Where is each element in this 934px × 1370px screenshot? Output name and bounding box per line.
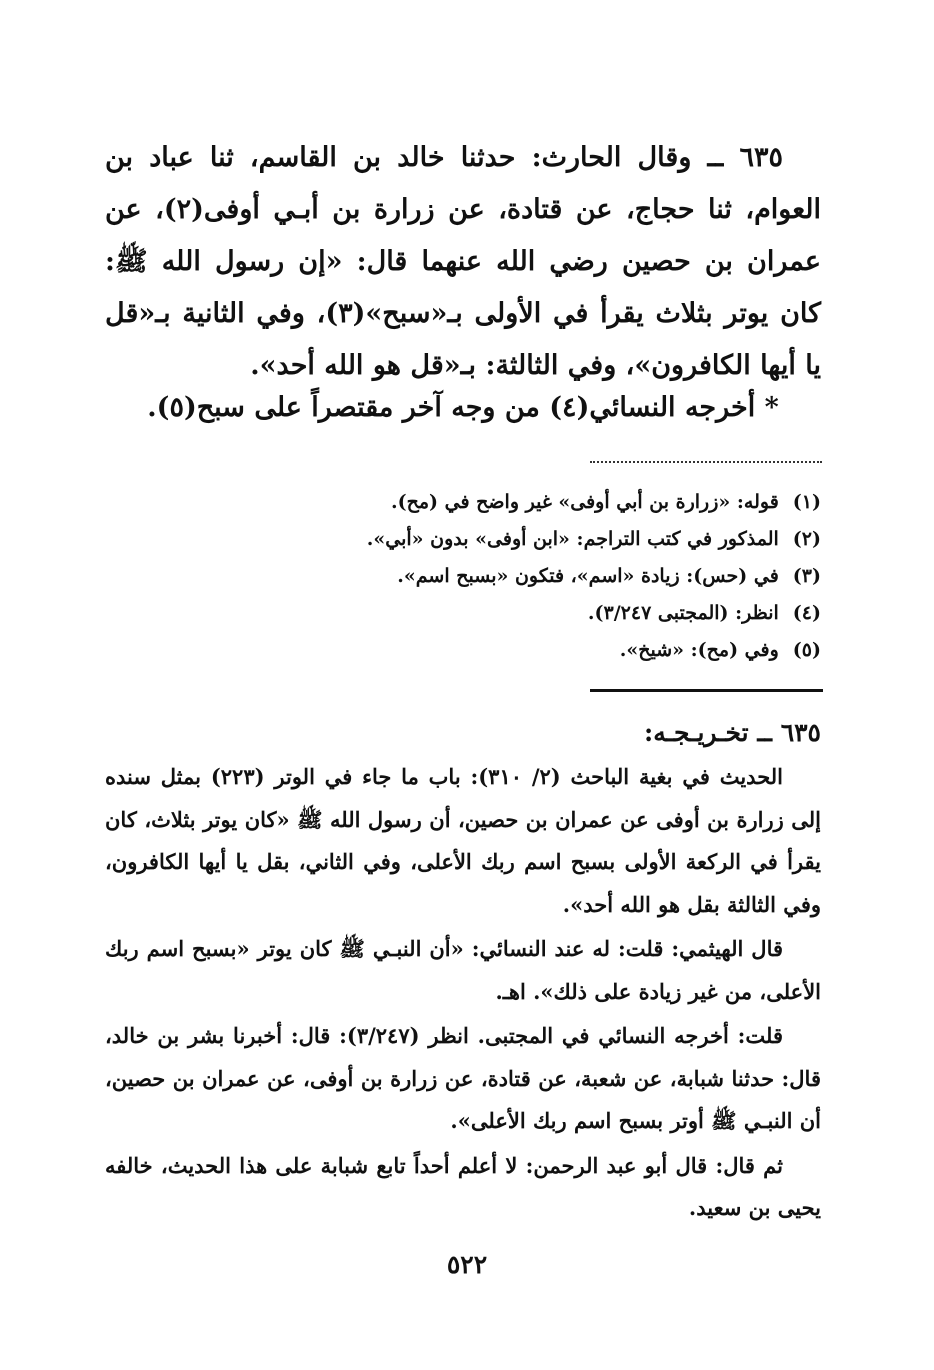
takhrij-paragraph: الحديث في بغية الباحث (٢/ ٣١٠): باب ما جاء في الوتر (٢٢٣) بمثل سنده إلى زرارة بن أوفى عن عمران بن حصين، أن رسول الله ﷺ «كان يوتر بثلاث، كان يقرأ في الركعة الأولى بسبح اسم ربك الأعلى، وفي الثاني، بقل يا أيها الكافرون، وفي الثالثة بقل هو الله أحد».	[105, 764, 821, 917]
takhrij-body	[105, 756, 821, 1232]
footnote	[105, 484, 821, 521]
takhrij-paragraph: قال الهيثمي: قلت: له عند النسائي: «أن النبـي ﷺ كان يوتر «بسبح اسم ربك الأعلى، من غير زيادة على ذلك». اهـ.	[105, 936, 821, 1004]
takhrij-paragraph: ثم قال: قال أبو عبد الرحمن: لا أعلم أحداً تابع شبابة على هذا الحديث، خالفه يحيى بن سعيد.	[105, 1152, 821, 1220]
takhrij-paragraph: قلت: أخرجه النسائي في المجتبى. انظر (٣/٢٤٧): قال: أخبرنا بشر بن خالد، قال: حدثنا شبابة، عن شعبة، عن قتادة، عن زرارة بن أوفى، عن عمران بن حصين، أن النبـي ﷺ أوتر بسبح اسم ربك الأعلى».	[105, 1023, 821, 1133]
footnote-text: في (حس): زيادة «اسم»، فتكون «بسبح اسم».	[397, 565, 779, 587]
footnote-text: وفي (مح): «شيخ».	[619, 639, 779, 661]
page-number: ٥٢٢	[446, 1250, 488, 1279]
footnote-number: (٢)	[792, 528, 821, 550]
footnote-text: انظر: (المجتبى ٣/٢٤٧).	[587, 602, 779, 624]
footnote-number: (٥)	[792, 639, 821, 661]
footnote-text: قوله: «زرارة بن أبي أوفى» غير واضح في (مح).	[390, 491, 779, 513]
footnote	[105, 595, 821, 632]
footnote-text: المذكور في كتب التراجم: «ابن أوفى» بدون «أبي».	[366, 528, 779, 550]
hadith-text	[105, 132, 821, 392]
footnote	[105, 521, 821, 558]
footnote-separator	[590, 461, 822, 463]
footnotes	[105, 484, 821, 669]
footnote-number: (١)	[792, 491, 821, 513]
footnote-number: (٤)	[792, 602, 821, 624]
footnote	[105, 632, 821, 669]
hadith-conclusion: * أخرجه النسائي(٤) من وجه آخر مقتصراً على سبح(٥).	[147, 392, 779, 423]
section-separator	[590, 689, 823, 692]
footnote-number: (٣)	[792, 565, 821, 587]
footnote	[105, 558, 821, 595]
takhrij-heading: ٦٣٥ ــ تخـريـجـه:	[644, 718, 821, 747]
hadith-paragraph: ٦٣٥ ــ وقال الحارث: حدثنا خالد بن القاسم، ثنا عباد بن العوام، ثنا حجاج، عن قتادة، عن زرارة بن أبـي أوفى(٢)، عن عمران بن حصين رضي الله عنهما قال: «إن رسول الله ﷺ: كان يوتر بثلاث يقرأ في الأولى بـ«سبح»(٣)، وفي الثانية بـ«قل يا أيها الكافرون»، وفي الثالثة: بـ«قل هو الله أحد».	[105, 142, 821, 381]
